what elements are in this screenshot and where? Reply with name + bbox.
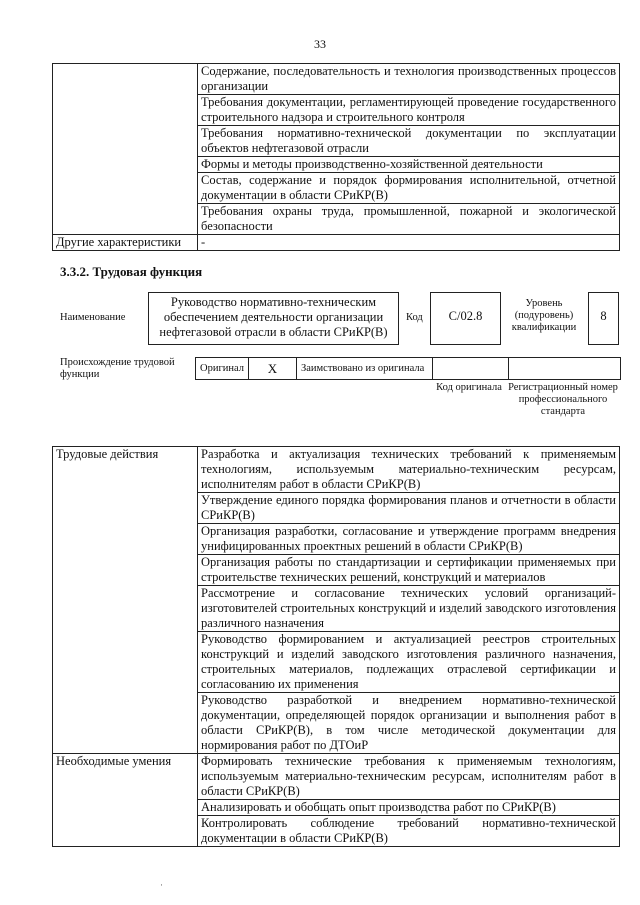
function-code-box: С/02.8: [430, 292, 501, 345]
borrowed-label: Заимствовано из оригинала: [297, 358, 433, 380]
table-row: [53, 235, 620, 251]
other-characteristics-label: Другие характеристики: [53, 235, 198, 251]
table-cell: Контролировать соблюдение требований нормативно-технической документации в области СРиКР(В): [198, 816, 620, 847]
name-label: Наименование: [60, 312, 126, 323]
table-cell: Содержание, последовательность и технология производственных процессов организации: [198, 64, 620, 95]
level-label: Уровень (подуровень) квалификации: [511, 298, 577, 333]
required-skills-label: Необходимые умения: [53, 754, 198, 847]
original-code-caption: Код оригинала: [436, 382, 502, 393]
table-cell: Состав, содержание и порядок формирования исполнительной, отчетной документации в области СРиКР(В): [198, 173, 620, 204]
original-code-cell: [433, 358, 509, 380]
table-row: [53, 754, 620, 800]
section-heading: 3.3.2. Трудовая функция: [60, 264, 203, 279]
empty-label-cell: [53, 64, 198, 235]
table-cell: Требования документации, регламентирующей проведение государственного строительного надзора и строительного контроля: [198, 95, 620, 126]
table-cell: Организация разработки, согласование и утверждение программ внедрения унифицированных проектных решений в области СРиКР(В): [198, 524, 620, 555]
labor-actions-label: Трудовые действия: [53, 447, 198, 754]
other-characteristics-value: -: [198, 235, 620, 251]
code-label: Код: [406, 312, 423, 323]
qualification-level-box: 8: [588, 292, 619, 345]
table-cell: Утверждение единого порядка формирования планов и отчетности в области СРиКР(В): [198, 493, 620, 524]
table-cell: Требования нормативно-технической документации по эксплуатации объектов нефтегазовой отрасли: [198, 126, 620, 157]
table-cell: Формировать технические требования к применяемым технологиям, используемым материально-техническим ресурсам, исполнителям работ в области СРиКР(В): [198, 754, 620, 800]
scan-mark: ·: [160, 880, 163, 890]
original-label: Оригинал: [196, 358, 249, 380]
table-cell: Руководство разработкой и внедрением нормативно-технической документации, определяющей порядок организации и выполнения работ в области СРиКР(В), в том числе методической документации для нормирования работ по ДТОиР: [198, 693, 620, 754]
origin-table: [195, 357, 621, 380]
registration-number-cell: [509, 358, 621, 380]
table-cell: Руководство формированием и актуализацией реестров строительных конструкций и изделий заводского изготовления различного назначения, строительных материалов, подлежащих отраслевой сертификации и согласованию их применения: [198, 632, 620, 693]
knowledge-table-continuation: [52, 63, 620, 251]
origin-label: Происхождение трудовой функции: [60, 357, 175, 380]
table-row: [53, 64, 620, 95]
table-cell: Рассмотрение и согласование технических условий организаций-изготовителей строительных конструкций и изделий заводского изготовления различного назначения: [198, 586, 620, 632]
registration-number-caption: Регистрационный номер профессионального стандарта: [508, 382, 618, 417]
labor-function-table: [52, 446, 620, 847]
table-cell: Анализировать и обобщать опыт производства работ по СРиКР(В): [198, 800, 620, 816]
function-name-box: Руководство нормативно-техническим обеспечением деятельности организации нефтегазовой отрасли в области СРиКР(В): [148, 292, 399, 345]
page-number: 33: [314, 37, 326, 51]
table-cell: Требования охраны труда, промышленной, пожарной и экологической безопасности: [198, 204, 620, 235]
original-mark: X: [249, 358, 297, 380]
table-cell: Формы и методы производственно-хозяйственной деятельности: [198, 157, 620, 173]
table-cell: Организация работы по стандартизации и сертификации применяемых при строительстве технических решений, конструкций и материалов: [198, 555, 620, 586]
table-row: [53, 447, 620, 493]
table-cell: Разработка и актуализация технических требований к применяемым технологиям, используемым материально-техническим ресурсам, исполнителям работ в области СРиКР(В): [198, 447, 620, 493]
